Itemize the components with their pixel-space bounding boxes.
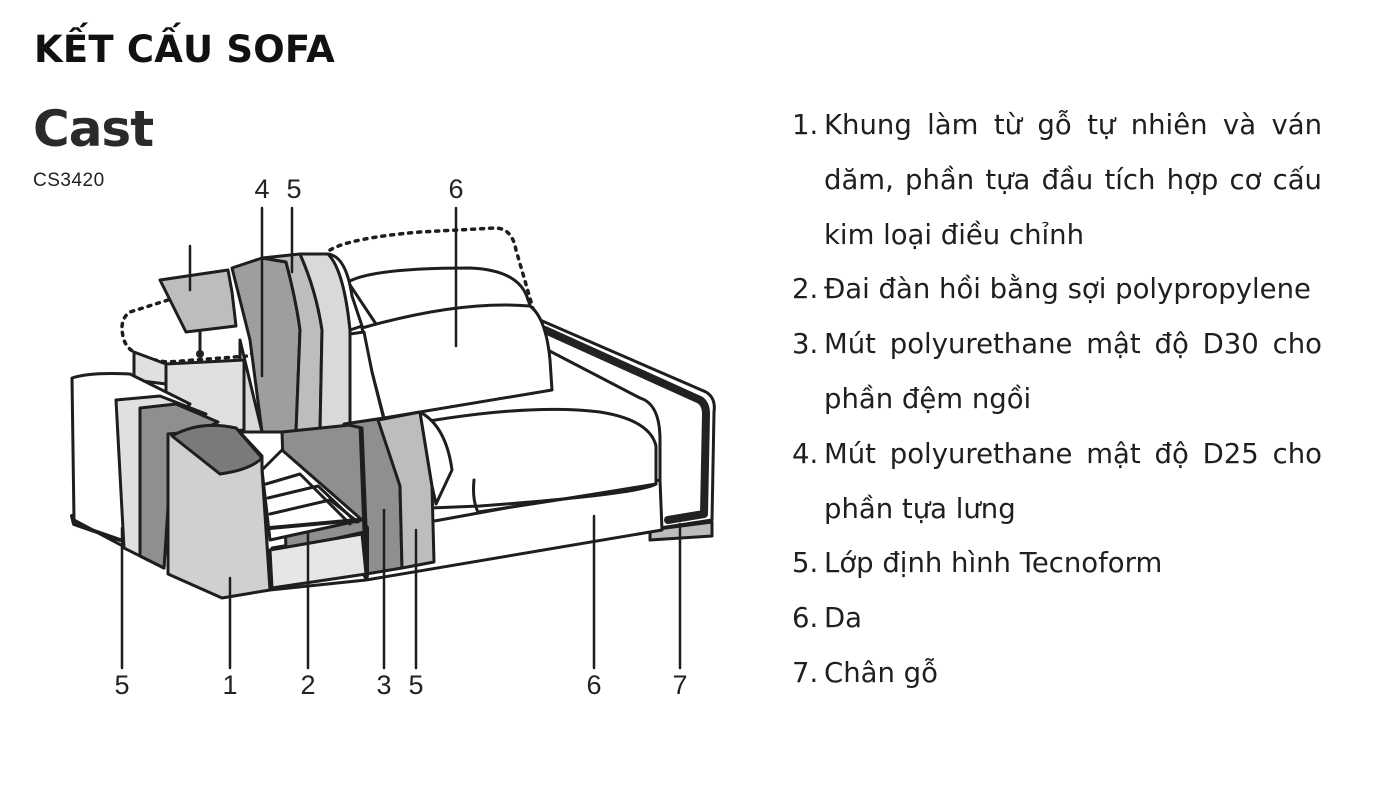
legend-number: 7. <box>792 656 819 689</box>
callout-bottom-7: 7 <box>672 670 688 700</box>
legend-text: Mút polyurethane mật độ D25 cho phần tựa lưng <box>824 437 1322 525</box>
legend-text: Mút polyurethane mật độ D30 cho phần đệm ngồi <box>824 328 1322 415</box>
callout-bottom-1: 1 <box>222 670 238 700</box>
legend-text: Lớp định hình Tecnoform <box>824 547 1163 580</box>
legend-text: Khung làm từ gỗ tự nhiên và ván dăm, phần tựa đầu tích hợp cơ cấu kim loại điều chỉnh <box>824 109 1322 251</box>
callout-top-4: 4 <box>254 174 270 204</box>
legend-item-2 <box>792 262 1322 317</box>
page-heading: KẾT CẤU SOFA <box>34 28 335 71</box>
legend-text: Chân gỗ <box>824 656 938 689</box>
callout-bottom-2: 2 <box>300 670 316 700</box>
callout-bottom-5b: 5 <box>408 670 424 700</box>
legend-item-3 <box>792 317 1322 427</box>
callout-top-6: 6 <box>448 174 464 204</box>
legend-text: Da <box>824 602 863 635</box>
callout-bottom-3: 3 <box>376 670 392 700</box>
legend-item-1 <box>792 98 1322 262</box>
legend-text: Đai đàn hồi bằng sợi polypropylene <box>824 273 1311 306</box>
model-code: CS3420 <box>33 170 105 191</box>
model-name: Cast <box>33 100 154 158</box>
legend-number: 2. <box>792 273 819 306</box>
callout-bottom-6: 6 <box>586 670 602 700</box>
legend-item-4 <box>792 427 1322 537</box>
callout-top-5: 5 <box>286 174 302 204</box>
legend-number: 3. <box>792 328 819 361</box>
legend-number: 1. <box>792 109 819 141</box>
legend-item-7 <box>792 646 1322 701</box>
legend-item-5 <box>792 536 1322 591</box>
legend-list <box>792 98 1322 701</box>
legend-item-6 <box>792 591 1322 646</box>
legend-number: 6. <box>792 602 819 635</box>
legend-number: 4. <box>792 437 819 470</box>
legend-number: 5. <box>792 547 819 580</box>
callout-bottom-5a: 5 <box>114 670 130 700</box>
